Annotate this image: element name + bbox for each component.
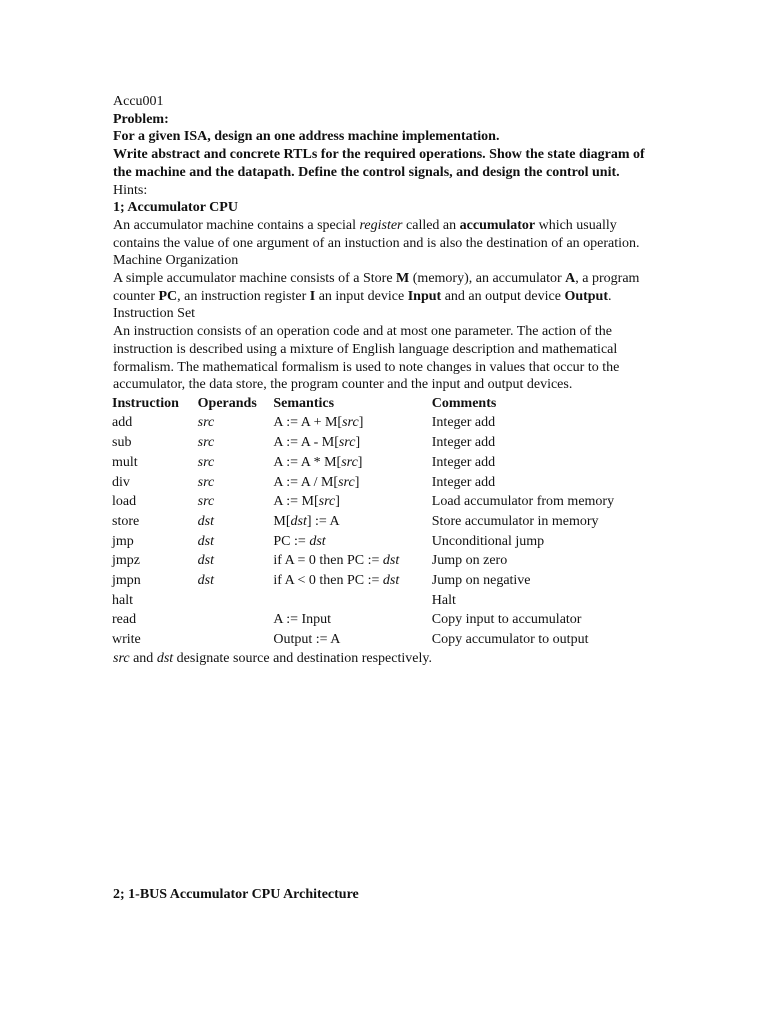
cell-instruction: div	[112, 474, 130, 490]
cell-operands: src	[197, 435, 215, 451]
cell-operands	[196, 630, 272, 650]
cell-comment: Store accumulator in memory	[431, 513, 599, 529]
cell-comment: Integer add	[431, 415, 496, 431]
instruction-table	[110, 394, 653, 650]
cell-comment: Jump on negative	[431, 572, 531, 588]
cell-operands: src	[197, 474, 215, 490]
doc-code: Accu001	[113, 94, 164, 109]
table-row	[110, 532, 653, 552]
table-row	[110, 453, 653, 473]
cell-comment: Integer add	[431, 454, 496, 470]
cell-comment: Integer add	[431, 474, 496, 490]
header-comments: Comments	[431, 395, 497, 411]
table-row	[110, 433, 653, 453]
cell-semantics: A := A + M[src]	[273, 415, 364, 431]
cell-operands: dst	[197, 553, 215, 569]
org-paragraph: A simple accumulator machine consists of a Store M (memory), an accumulator A, a program counter PC, an instruction register I an input device Input and an output device Output.	[113, 271, 640, 304]
cell-instruction: jmpn	[112, 572, 141, 588]
cell-operands	[196, 591, 272, 611]
cell-instruction: load	[112, 494, 137, 510]
table-header-row	[110, 394, 653, 414]
cell-semantics: if A < 0 then PC := dst	[273, 572, 400, 588]
cell-comment: Load accumulator from memory	[431, 494, 615, 510]
cell-semantics: A := A - M[src]	[273, 435, 361, 451]
cell-operands: src	[197, 454, 215, 470]
problem-statement-1: For a given ISA, design an one address machine implementation.	[113, 129, 500, 145]
cell-operands	[196, 611, 272, 631]
cell-semantics: A := A / M[src]	[273, 474, 360, 490]
table-row	[110, 492, 653, 512]
table-row	[110, 571, 653, 591]
cell-operands: dst	[197, 513, 215, 529]
cell-semantics: if A = 0 then PC := dst	[273, 553, 400, 569]
table-row	[110, 512, 653, 532]
cell-semantics: A := A * M[src]	[273, 454, 363, 470]
section2-title: 2; 1-BUS Accumulator CPU Architecture	[113, 887, 359, 902]
table-row	[110, 591, 653, 611]
header-semantics: Semantics	[273, 395, 335, 411]
document-page	[113, 93, 653, 668]
cell-instruction: mult	[112, 454, 138, 470]
problem-statement-2: Write abstract and concrete RTLs for the required operations. Show the state diagram of the machine and the datapath. Define the control signals, and design the control unit.	[113, 147, 645, 180]
cell-operands: dst	[197, 572, 215, 588]
cell-instruction: write	[112, 632, 141, 648]
header-operands: Operands	[197, 395, 257, 411]
cell-comment: Unconditional jump	[431, 533, 545, 549]
cell-comment: Copy accumulator to output	[431, 632, 589, 648]
cell-semantics: A := Input	[273, 612, 332, 628]
cell-comment: Halt	[431, 592, 456, 608]
header-instruction: Instruction	[112, 395, 179, 411]
cell-semantics	[271, 591, 429, 611]
cell-operands: src	[197, 494, 215, 510]
cell-semantics: Output := A	[273, 632, 341, 648]
cell-instruction: jmp	[112, 533, 134, 549]
cell-instruction: jmpz	[112, 553, 140, 569]
cell-comment: Jump on zero	[431, 553, 508, 569]
cell-comment: Integer add	[431, 435, 496, 451]
table-row	[110, 414, 653, 434]
table-row	[110, 630, 653, 650]
cell-semantics: PC := dst	[273, 533, 326, 549]
org-heading: Machine Organization	[113, 253, 239, 269]
hints-label: Hints:	[113, 182, 148, 198]
cell-instruction: add	[112, 415, 133, 431]
cell-operands: src	[197, 415, 215, 431]
section1-title: 1; Accumulator CPU	[113, 200, 238, 216]
cell-semantics: M[dst] := A	[273, 513, 340, 529]
cell-instruction: sub	[112, 435, 132, 451]
cell-instruction: read	[112, 612, 137, 628]
problem-heading: Problem:	[113, 111, 169, 127]
accumulator-paragraph: An accumulator machine contains a special register called an accumulator which usually contains the value of one argument of an instuction and is also the destination of an operation.	[113, 217, 640, 251]
table-row	[110, 473, 653, 493]
iset-heading: Instruction Set	[113, 306, 196, 322]
table-footnote: src and dst designate source and destination respectively.	[113, 650, 432, 666]
cell-semantics: A := M[src]	[273, 494, 340, 510]
table-row	[110, 551, 653, 571]
iset-paragraph: An instruction consists of an operation code and at most one parameter. The action of the instruction is described using a mixture of English language description and mathematical formalism. The mathematical formalism is used to note changes in values that occur to the accumulator, the data store, the program counter and the input and output devices.	[113, 324, 620, 393]
table-row	[110, 611, 653, 631]
cell-instruction: store	[112, 513, 140, 529]
cell-instruction: halt	[112, 592, 133, 608]
cell-operands: dst	[197, 533, 215, 549]
cell-comment: Copy input to accumulator	[431, 612, 582, 628]
